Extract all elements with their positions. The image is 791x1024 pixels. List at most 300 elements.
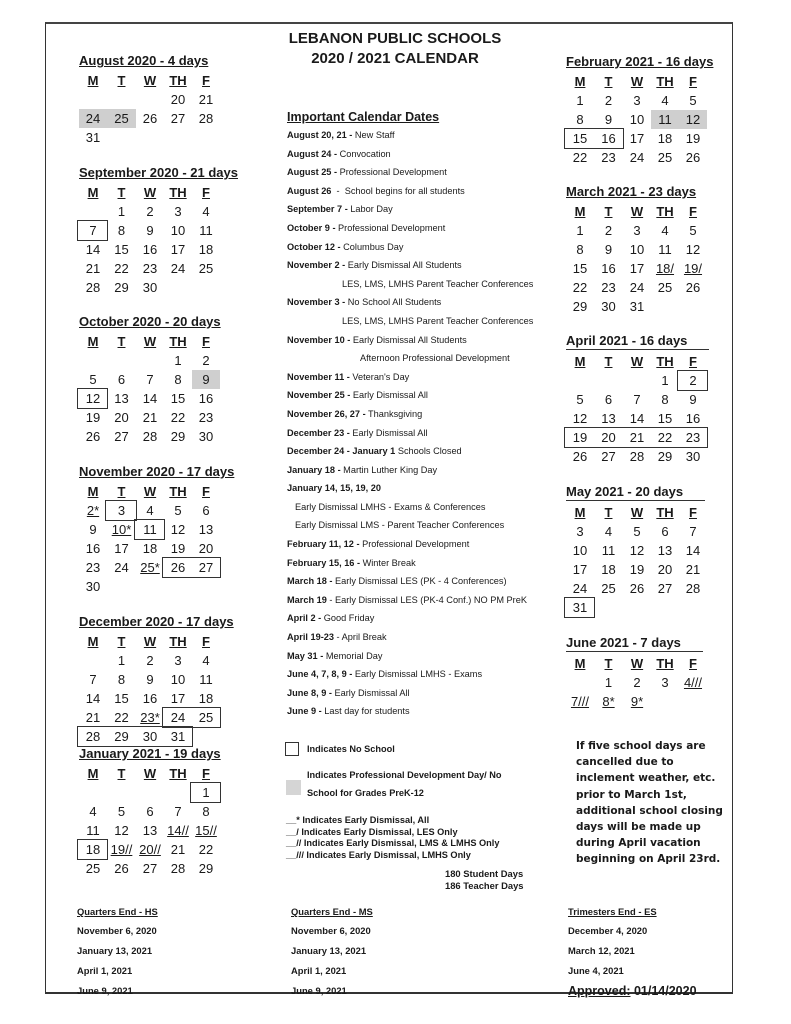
weekday-header — [192, 332, 220, 351]
day-number: 4 — [202, 653, 210, 668]
day-number: 3 — [661, 675, 669, 690]
day-number: 21 — [198, 92, 214, 107]
day-number: 23 — [685, 430, 701, 445]
day-number: 12 — [114, 823, 129, 838]
trimesters-es-date: December 4, 2020 — [568, 925, 648, 936]
day-number: 13 — [601, 411, 616, 426]
day-cell — [566, 148, 594, 167]
event-date: June 9 - — [287, 706, 322, 717]
day-cell — [79, 577, 107, 596]
day-number: 5 — [576, 392, 584, 407]
day-number: 14 — [85, 242, 101, 257]
day-number: 23 — [601, 150, 616, 165]
day-cell — [192, 221, 220, 240]
day-cell — [107, 408, 136, 427]
important-date-item — [287, 256, 567, 275]
day-cell — [679, 371, 707, 390]
day-number: 15// — [195, 823, 217, 838]
weekday-header — [79, 764, 107, 783]
day-cell — [79, 278, 107, 297]
weekday-header — [594, 72, 623, 91]
month-title: August 2020 - 4 days — [79, 53, 209, 68]
day-cell — [79, 202, 107, 221]
day-number: 13 — [114, 391, 129, 406]
day-cell — [623, 598, 651, 617]
day-cell — [136, 240, 164, 259]
day-number: 1 — [576, 93, 584, 108]
event-date: February 15, 16 - — [287, 557, 361, 568]
day-cell — [594, 259, 623, 278]
day-cell — [594, 129, 623, 148]
day-cell — [651, 371, 679, 390]
day-cell — [136, 427, 164, 446]
event-date: May 31 - — [287, 650, 324, 661]
event-date: August 25 - — [287, 167, 338, 178]
day-number: 25 — [198, 261, 214, 276]
weekday-header — [192, 764, 220, 783]
weekday-label: W — [143, 766, 157, 781]
event-date: August 26 — [287, 185, 332, 196]
key-all: __* Indicates Early Dismissal, All — [286, 815, 430, 825]
day-cell — [679, 579, 707, 598]
day-cell — [566, 221, 594, 240]
event-description: Last day for students — [321, 706, 410, 717]
weekday-label: T — [604, 74, 613, 89]
weekday-label: T — [604, 354, 613, 369]
event-description: Thanksgiving — [365, 408, 423, 419]
day-cell — [192, 539, 220, 558]
day-number: 2 — [633, 675, 641, 690]
weekday-label: F — [202, 73, 210, 88]
weather-note — [576, 738, 726, 868]
day-cell — [136, 389, 164, 408]
weekday-label: W — [143, 73, 157, 88]
day-cell — [679, 692, 707, 711]
day-number: 4 — [604, 524, 613, 539]
day-cell — [679, 259, 707, 278]
weekday-label: M — [87, 185, 99, 200]
day-cell — [136, 351, 164, 370]
day-number: 28 — [142, 429, 158, 444]
day-cell — [679, 673, 707, 692]
important-date-item — [287, 628, 567, 647]
month-august-2020 — [79, 52, 254, 147]
day-number: 1 — [174, 353, 182, 368]
day-cell — [192, 259, 220, 278]
day-number: 11 — [86, 823, 100, 838]
day-cell — [164, 427, 192, 446]
event-description: Early Dismissal All Students — [345, 260, 462, 271]
important-date-item — [287, 665, 567, 684]
day-cell — [107, 221, 136, 240]
district-title: LEBANON PUBLIC SCHOOLS — [288, 30, 502, 47]
day-cell — [136, 670, 164, 689]
day-cell — [192, 202, 220, 221]
important-date-item — [287, 572, 567, 591]
day-number: 17 — [114, 541, 129, 556]
event-description: New Staff — [352, 130, 395, 140]
day-number: 18 — [198, 242, 214, 257]
weekday-label: M — [87, 334, 99, 349]
day-number: 26 — [85, 429, 101, 444]
day-number: 27 — [198, 560, 214, 575]
weekday-header — [679, 72, 707, 91]
day-number: 18 — [142, 541, 158, 556]
day-cell — [679, 447, 707, 466]
day-number: 20 — [170, 92, 186, 107]
day-cell — [79, 501, 107, 520]
weekday-header — [107, 183, 136, 202]
weekday-header — [107, 71, 136, 90]
day-cell — [192, 727, 220, 746]
day-cell — [192, 821, 220, 840]
day-number: 12 — [685, 112, 701, 127]
day-cell — [192, 558, 220, 577]
event-date: November 2 - — [287, 260, 346, 271]
day-cell — [79, 351, 107, 370]
event-date: September 7 - — [287, 204, 348, 215]
day-cell — [136, 651, 164, 670]
event-date: April 2 - — [287, 613, 322, 624]
day-number: 30 — [685, 449, 701, 464]
event-date: October 12 - — [287, 241, 341, 252]
day-number: 30 — [601, 299, 616, 314]
day-number: 6 — [202, 503, 210, 518]
weekday-label: T — [117, 484, 126, 499]
day-number: 26 — [142, 111, 158, 126]
day-number: 5 — [117, 804, 126, 819]
weekday-label: W — [630, 656, 644, 671]
day-cell — [594, 221, 623, 240]
day-cell — [79, 427, 107, 446]
day-cell — [566, 522, 594, 541]
day-cell — [623, 692, 651, 711]
day-cell — [192, 351, 220, 370]
day-cell — [623, 240, 651, 259]
weekday-label: TH — [169, 484, 187, 499]
day-cell — [623, 447, 651, 466]
weekday-header — [136, 632, 164, 651]
day-cell — [679, 297, 707, 316]
month-december-2020 — [79, 613, 254, 746]
day-number: 20 — [601, 430, 616, 445]
quarters-hs-date: April 1, 2021 — [77, 965, 133, 976]
day-number: 28 — [685, 581, 701, 596]
day-cell — [164, 240, 192, 259]
day-cell — [164, 670, 192, 689]
important-date-item — [287, 182, 567, 201]
day-number: 23 — [601, 280, 616, 295]
weekday-label: W — [143, 484, 157, 499]
day-number: 24 — [170, 261, 186, 276]
weekday-header — [107, 764, 136, 783]
weekday-header — [594, 352, 623, 371]
weekday-header — [164, 183, 192, 202]
day-number: 3 — [633, 223, 641, 238]
month-november-2020 — [79, 463, 254, 596]
event-date: March 19 — [287, 594, 327, 605]
day-number: 25 — [657, 150, 673, 165]
day-number: 27 — [601, 449, 616, 464]
day-cell — [107, 259, 136, 278]
day-number: 1 — [661, 373, 669, 388]
day-number: 26 — [572, 449, 588, 464]
day-cell — [651, 447, 679, 466]
day-cell — [136, 128, 164, 147]
day-number: 5 — [89, 372, 97, 387]
day-number: 28 — [629, 449, 645, 464]
weekday-label: F — [202, 185, 210, 200]
day-number: 29 — [572, 299, 588, 314]
day-number: 16 — [142, 691, 158, 706]
month-title: December 2020 - 17 days — [79, 614, 234, 629]
day-cell — [594, 673, 623, 692]
day-cell — [192, 802, 220, 821]
day-cell — [164, 259, 192, 278]
calendar-title: 2020 / 2021 CALENDAR — [311, 50, 479, 67]
day-number: 24 — [114, 560, 129, 575]
event-date: August 20, 21 - — [287, 130, 353, 140]
day-number: 26 — [114, 861, 129, 876]
day-cell — [594, 560, 623, 579]
day-number: 15 — [572, 131, 588, 146]
day-cell — [566, 409, 594, 428]
day-cell — [107, 708, 136, 727]
day-number: 7 — [89, 672, 97, 687]
weather-note-line: If five school days are — [576, 740, 706, 752]
legend-pd-label-line1: Indicates Professional Development Day/ No — [307, 770, 502, 780]
day-cell — [566, 110, 594, 129]
day-cell — [164, 278, 192, 297]
day-number: 30 — [85, 579, 101, 594]
day-cell — [164, 520, 192, 539]
day-cell — [79, 821, 107, 840]
day-cell — [107, 351, 136, 370]
event-description: LES, LMS, LMHS Parent Teacher Conferences — [342, 315, 534, 326]
day-cell — [192, 651, 220, 670]
weekday-label: M — [574, 354, 586, 369]
day-number: 17 — [629, 261, 645, 276]
day-number: 18 — [85, 842, 101, 857]
weekday-label: M — [574, 204, 586, 219]
day-number: 12 — [572, 411, 588, 426]
day-number: 23 — [85, 560, 101, 575]
day-cell — [107, 670, 136, 689]
day-cell — [107, 727, 136, 746]
day-cell — [79, 259, 107, 278]
event-description: Professional Development — [337, 167, 447, 178]
quarters-ms — [291, 903, 373, 1001]
day-number: 19 — [629, 562, 645, 577]
day-number: 6 — [604, 392, 613, 407]
day-number: 21 — [629, 430, 645, 445]
day-number: 26 — [170, 560, 186, 575]
day-cell — [136, 109, 164, 128]
weekday-label: W — [143, 634, 157, 649]
day-cell — [594, 579, 623, 598]
important-date-item — [287, 442, 567, 461]
day-cell — [623, 522, 651, 541]
day-number: 2 — [202, 353, 210, 368]
day-cell — [79, 370, 107, 389]
day-totals — [445, 868, 524, 892]
day-number: 1 — [604, 675, 613, 690]
day-cell — [79, 90, 107, 109]
event-date: November 3 - — [287, 297, 346, 308]
day-cell — [79, 539, 107, 558]
day-number: 8 — [576, 112, 584, 127]
weekday-label: TH — [169, 766, 187, 781]
weekday-header — [79, 632, 107, 651]
day-number: 25 — [198, 710, 214, 725]
day-cell — [651, 598, 679, 617]
weekday-label: W — [143, 334, 157, 349]
event-date: January 18 - — [287, 464, 341, 475]
event-date: November 26, 27 - — [287, 408, 366, 419]
day-number: 6 — [146, 804, 154, 819]
weekday-label: F — [689, 204, 697, 219]
day-cell — [679, 91, 707, 110]
day-cell — [136, 689, 164, 708]
day-cell — [594, 522, 623, 541]
day-number: 28 — [198, 111, 214, 126]
day-cell — [679, 541, 707, 560]
important-date-item — [287, 647, 567, 666]
important-date-item — [287, 516, 567, 535]
weekday-header — [566, 352, 594, 371]
weekday-header — [651, 72, 679, 91]
day-cell — [566, 259, 594, 278]
day-cell — [107, 802, 136, 821]
day-cell — [164, 727, 192, 746]
day-cell — [79, 708, 107, 727]
day-cell — [192, 278, 220, 297]
legend-no-school — [285, 742, 565, 766]
weekday-label: TH — [656, 656, 674, 671]
weekday-label: W — [143, 185, 157, 200]
day-cell — [594, 692, 623, 711]
day-cell — [623, 409, 651, 428]
day-number: 22 — [198, 842, 214, 857]
day-number: 30 — [198, 429, 214, 444]
quarters-hs-date: June 9, 2021 — [77, 985, 133, 996]
day-number: 7 — [146, 372, 154, 387]
day-cell — [107, 783, 136, 802]
weekday-header — [566, 654, 594, 673]
day-number: 23* — [140, 710, 160, 725]
weekday-label: T — [117, 334, 126, 349]
day-cell — [566, 428, 594, 447]
day-number: 15 — [572, 261, 588, 276]
day-number: 24 — [170, 710, 186, 725]
day-cell — [651, 110, 679, 129]
month-grid — [79, 71, 254, 147]
month-september-2020 — [79, 164, 254, 297]
day-number: 21 — [170, 842, 186, 857]
day-cell — [566, 560, 594, 579]
day-number: 8 — [174, 372, 182, 387]
day-number: 23 — [198, 410, 214, 425]
important-date-item — [287, 275, 567, 294]
day-number: 5 — [689, 223, 697, 238]
day-number: 28 — [85, 280, 101, 295]
weekday-header — [679, 202, 707, 221]
day-number: 9 — [202, 372, 210, 387]
trimesters-es-heading: Trimesters End - ES — [568, 906, 657, 917]
day-number: 22 — [114, 710, 129, 725]
day-cell — [651, 579, 679, 598]
day-cell — [164, 109, 192, 128]
day-cell — [594, 240, 623, 259]
day-number: 16 — [601, 261, 616, 276]
day-number: 9* — [630, 694, 644, 709]
weekday-header — [566, 202, 594, 221]
weekday-header — [107, 632, 136, 651]
day-number: 2 — [604, 93, 613, 108]
day-number: 31 — [629, 299, 645, 314]
day-number: 30 — [142, 729, 158, 744]
important-date-item — [287, 293, 567, 312]
day-cell — [79, 689, 107, 708]
day-cell — [164, 840, 192, 859]
day-number: 10 — [170, 672, 186, 687]
day-cell — [107, 840, 136, 859]
day-cell — [623, 129, 651, 148]
day-cell — [136, 577, 164, 596]
weather-note-line: inclement weather, etc. — [576, 772, 716, 785]
day-cell — [164, 783, 192, 802]
day-cell — [164, 202, 192, 221]
weekday-header — [136, 482, 164, 501]
day-cell — [107, 651, 136, 670]
day-number: 8 — [576, 242, 584, 257]
event-description: Early Dismissal LMS - Parent Teacher Conferences — [295, 520, 505, 531]
day-number: 9 — [689, 392, 697, 407]
day-cell — [651, 673, 679, 692]
day-cell — [651, 560, 679, 579]
weekday-label: T — [604, 656, 613, 671]
day-number: 15 — [114, 691, 129, 706]
day-number: 24 — [572, 581, 588, 596]
day-cell — [651, 221, 679, 240]
weekday-header — [623, 654, 651, 673]
day-cell — [136, 520, 164, 539]
day-number: 9 — [604, 112, 613, 127]
day-number: 30 — [142, 280, 158, 295]
month-grid — [566, 72, 741, 167]
day-number: 1 — [117, 204, 126, 219]
day-number: 20 — [198, 541, 214, 556]
trimesters-es-date: June 4, 2021 — [568, 965, 624, 976]
event-description: Martin Luther King Day — [340, 464, 438, 475]
day-cell — [679, 390, 707, 409]
day-cell — [136, 221, 164, 240]
day-cell — [79, 670, 107, 689]
day-number: 3 — [117, 503, 126, 518]
day-number: 18 — [601, 562, 616, 577]
day-cell — [136, 821, 164, 840]
weekday-label: W — [630, 204, 644, 219]
day-number: 11 — [658, 242, 672, 257]
day-cell — [107, 427, 136, 446]
day-number: 13 — [657, 543, 673, 558]
weekday-label: TH — [656, 354, 674, 369]
important-date-item — [287, 163, 567, 182]
weekday-header — [107, 332, 136, 351]
weekday-header — [164, 764, 192, 783]
month-title: April 2021 - 16 days — [566, 334, 709, 350]
day-number: 19 — [572, 430, 588, 445]
